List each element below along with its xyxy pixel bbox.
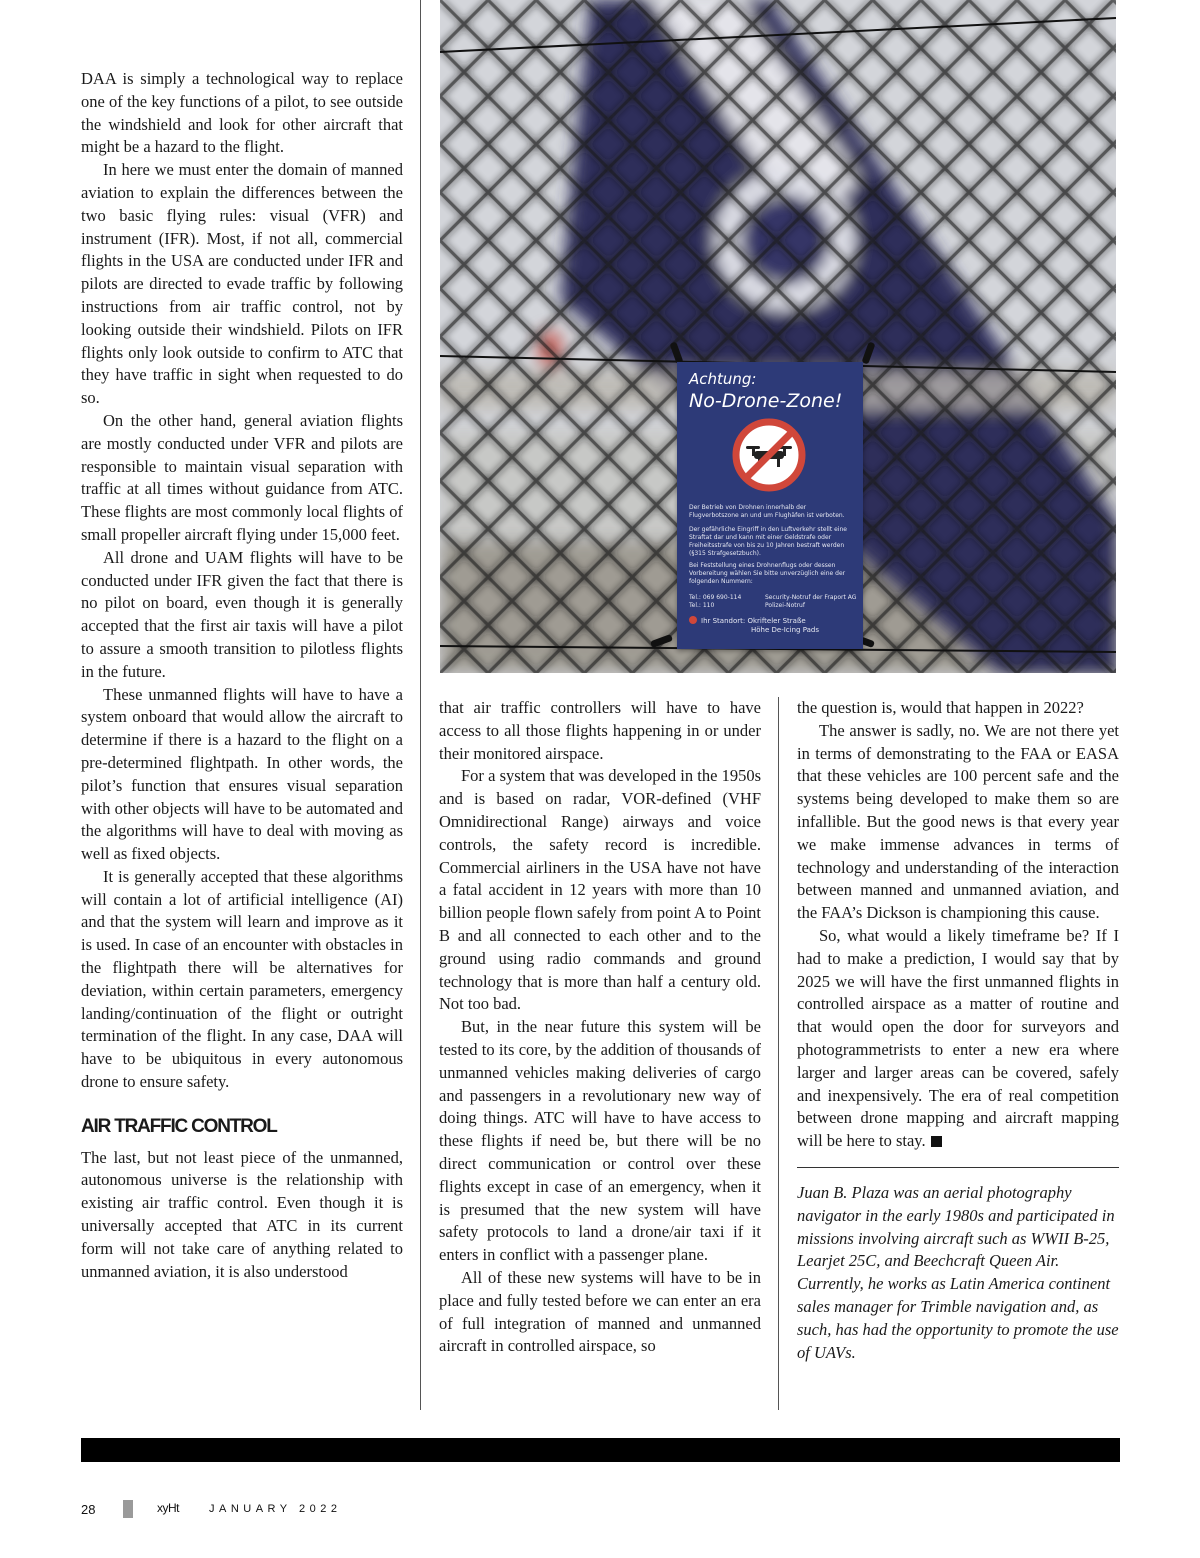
paragraph: But, in the near future this system will be tested to its core, by the addition of thousands of unmanned vehicles making deliveries of cargo and passengers in a revolutionary new way of doing things. ATC will have to have access to these flights if need be, but there will be no direct communication or control over these flights except in case of an emergency, when it is presumed that the new system will have safety protocols to land a drone/air taxi if it enters in conflict with a passenger plane. bbox=[439, 1017, 761, 1265]
sign-text: Der gefährliche Eingriff in den Luftverkehr stellt eine Straftat dar und kann mit einer Geldstrafe oder Freiheitsstrafe von bis zu 10 Jahren bestraft werden (§315 Strafgesetzbuch). bbox=[689, 526, 847, 557]
paragraph bbox=[797, 925, 1119, 1153]
author-bio: Juan B. Plaza was an aerial photography navigator in the early 1980s and participated in missions involving aircraft such as WWII B-25, Learjet 25C, and Beechcraft Queen Air. Currently, he works as Latin America continent sales manager for Trimble navigation and, as such, has had the opportunity to promote the use of UAVs. bbox=[797, 1182, 1119, 1362]
paragraph: In here we must enter the domain of manned aviation to explain the differences between the two basic flying rules: visual (VFR) and instrument (IFR). Most, if not all, commercial flights in the USA are conducted under IFR and pilots are directed to evade traffic by following instructions from air traffic control, not by looking outside their windshield. Pilots on IFR flights only look outside to confirm to ATC that they have traffic in sight when requested to do so. bbox=[81, 160, 403, 408]
sign-phone-label: Polizei-Notruf bbox=[765, 602, 805, 609]
magazine-brand: xyHt bbox=[157, 1501, 179, 1515]
article-column-2 bbox=[439, 697, 761, 1358]
sign-phone-number: Tel.: 110 bbox=[689, 602, 715, 609]
sign-text: Der Betrieb von Drohnen innerhalb der Flugverbotszone an und um Flughäfen ist verboten. bbox=[689, 504, 845, 519]
sign-heading: No-Drone-Zone! bbox=[689, 390, 843, 412]
paragraph: DAA is simply a technological way to replace one of the key functions of a pilot, to see outside the windshield and look for other aircraft that might be a hazard to the flight. bbox=[81, 69, 403, 157]
no-drone-zone-sign bbox=[677, 362, 863, 649]
issue-date: JANUARY 2022 bbox=[209, 1503, 342, 1515]
sign-text: Bei Feststellung eines Drohnenflugs oder dessen Vorbereitung wählen Sie bitte unverzüglich eine der folgenden Nummern: bbox=[689, 562, 846, 585]
paragraph: On the other hand, general aviation flights are mostly conducted under VFR and pilots are responsible to maintain visual separation with traffic at all times without guidance from ATC. These flights are most commonly local flights of small propeller aircraft flying under 15,000 feet. bbox=[81, 410, 403, 544]
no-drone-zone-photo bbox=[440, 0, 1116, 673]
paragraph: The last, but not least piece of the unmanned, autonomous universe is the relationship with existing air traffic control. Even though it is universally accepted that ATC in its current form will not take care of anything related to unmanned aviation, it is also understood bbox=[81, 1147, 403, 1281]
paragraph: It is generally accepted that these algorithms will contain a lot of artificial intelligence (AI) and that the system will learn and improve as it is used. In case of an encounter with obstacles in the flightpath there will be alternatives for deviation, within certain parameters, emergency landing/continuation of the flight or outright termination of the flight. In any case, DAA will have to be ubiquitous in every autonomous drone to ensure safety. bbox=[81, 866, 403, 1092]
column-divider bbox=[420, 0, 421, 1410]
paragraph: The answer is sadly, no. We are not there yet in terms of demonstrating to the FAA or EASA that these vehicles are 100 percent safe and the systems being developed to make them so are infallible. But the good news is that every year we make immense advances in terms of technology and understanding of the interaction between manned and unmanned aviation, and the FAA’s Dickson is championing this cause. bbox=[797, 720, 1119, 923]
sign-location bbox=[689, 616, 819, 635]
article-column-1 bbox=[81, 68, 403, 1283]
column-divider bbox=[778, 697, 779, 1410]
sign-location-label: Ihr Standort: Okrifteler Straße bbox=[701, 617, 806, 625]
end-mark-icon bbox=[931, 1136, 942, 1147]
no-drone-icon bbox=[732, 418, 806, 492]
sign-title: Achtung: bbox=[689, 370, 757, 388]
sign-phone bbox=[689, 594, 759, 610]
bio-divider bbox=[797, 1167, 1119, 1168]
paragraph: the question is, would that happen in 2022? bbox=[797, 698, 1084, 717]
paragraph: For a system that was developed in the 1950s and is based on radar, VOR-defined (VHF Omnidirectional Range) airways and voice controls, the safety record is incredible. Commercial airliners in the USA have not have a fatal accident in 12 years with more than 10 billion people flown safely from point A to Point B and all connected to each other and to the ground using radio commands and ground technology that is more than half a century old. Not too bad. bbox=[439, 766, 761, 1014]
sign-phone-number: Tel.: 069 690-114 bbox=[689, 594, 742, 601]
sign-location-detail: Höhe De-Icing Pads bbox=[751, 626, 819, 634]
paragraph: that air traffic controllers will have to have access to all those flights happening in or under their monitored airspace. bbox=[439, 698, 761, 763]
paragraph: These unmanned flights will have to have a system onboard that would allow the aircraft to determine if there is a hazard to the flight on a pre-determined flightpath. In other words, the pilot’s function that ensures visual separation with other objects will have to be automated and the algorithms will have to deal with moving as well as fixed objects. bbox=[81, 684, 403, 864]
paragraph-text: So, what would a likely timeframe be? If I had to make a prediction, I would say that by 2025 we will have the first unmanned flights in controlled airspace as a matter of routine and that would open the door for surveyors and photogrammetrists to enter a new era where larger and larger areas can be covered, safely and inexpensively. The era of real competition between drone mapping and aircraft mapping will be here to stay. bbox=[797, 925, 1119, 1151]
sign-phone-labels bbox=[765, 594, 861, 610]
footer-bar bbox=[81, 1438, 1120, 1462]
sign-phone-label: Security-Notruf der Fraport AG bbox=[765, 594, 857, 601]
paragraph: All drone and UAM flights will have to be conducted under IFR given the fact that there is no pilot on board, even though it is generally accepted that the first air taxis will have a pilot to assure a smooth transition to pilotless flights in the future. bbox=[81, 547, 403, 681]
location-dot-icon bbox=[689, 616, 697, 624]
article-column-3 bbox=[797, 697, 1119, 1364]
footer-tab-mark bbox=[123, 1500, 133, 1518]
page-number: 28 bbox=[81, 1502, 96, 1517]
section-heading: AIR TRAFFIC CONTROL bbox=[81, 1115, 277, 1137]
paragraph: All of these new systems will have to be in place and fully tested before we can enter an era of full integration of manned and unmanned aircraft in controlled airspace, so bbox=[439, 1267, 761, 1356]
